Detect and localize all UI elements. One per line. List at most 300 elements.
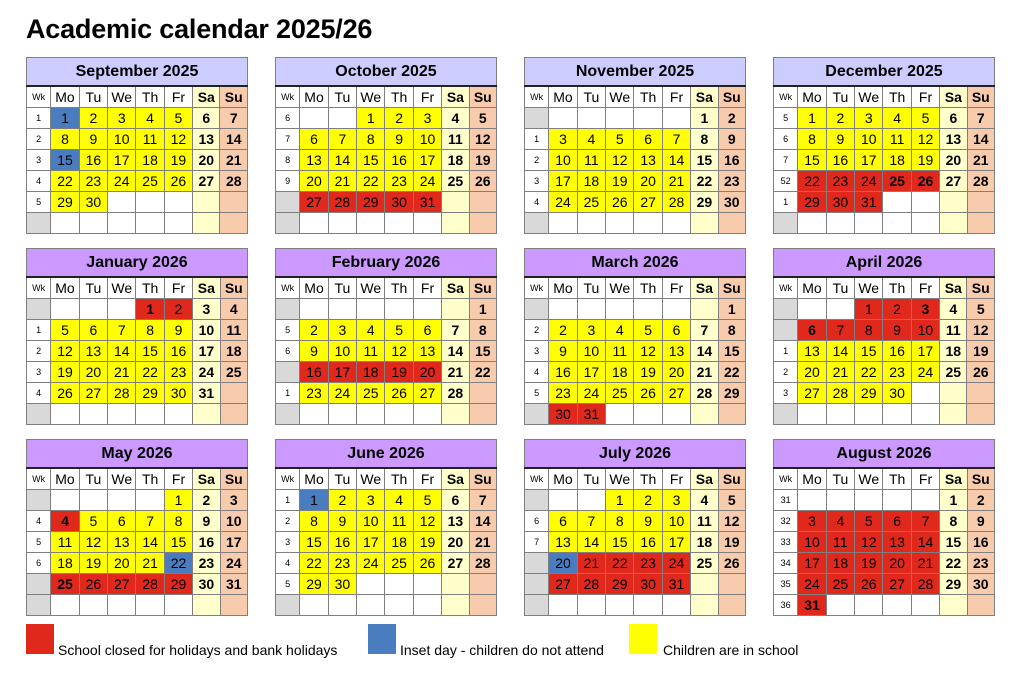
legend [26, 624, 1006, 660]
day-cell: 27 [79, 383, 107, 404]
day-cell [549, 108, 577, 129]
day-cell: 1 [300, 490, 328, 511]
day-cell: 27 [798, 383, 826, 404]
day-cell: 5 [855, 511, 883, 532]
day-cell: 15 [300, 532, 328, 553]
day-cell: 21 [108, 362, 136, 383]
day-cell [51, 404, 79, 425]
week-row [774, 341, 995, 362]
day-cell: 12 [385, 341, 413, 362]
day-cell: 16 [300, 362, 328, 383]
week-row [525, 171, 746, 192]
weekday-header: Fr [413, 277, 441, 299]
day-cell: 19 [385, 362, 413, 383]
week-number: 3 [276, 532, 300, 553]
week-row [525, 341, 746, 362]
day-cell [136, 490, 164, 511]
day-cell: 19 [911, 150, 939, 171]
day-cell: 1 [357, 108, 385, 129]
day-cell: 9 [193, 511, 220, 532]
week-row [27, 171, 248, 192]
day-cell: 21 [826, 362, 854, 383]
day-cell: 14 [911, 532, 939, 553]
day-cell: 20 [300, 171, 328, 192]
day-cell: 16 [549, 362, 577, 383]
day-cell: 20 [798, 362, 826, 383]
week-number: 3 [525, 171, 549, 192]
day-cell [193, 404, 220, 425]
day-cell: 1 [798, 108, 826, 129]
day-cell: 11 [385, 511, 413, 532]
day-cell: 21 [469, 532, 496, 553]
day-cell: 28 [691, 383, 718, 404]
weekday-header: Th [136, 277, 164, 299]
day-cell: 20 [883, 553, 911, 574]
day-cell [300, 404, 328, 425]
day-cell: 13 [634, 150, 662, 171]
day-cell [328, 299, 356, 320]
week-number: 5 [774, 108, 798, 129]
week-number: 3 [774, 383, 798, 404]
day-cell [606, 213, 634, 234]
weekday-header: Mo [549, 277, 577, 299]
day-cell [328, 213, 356, 234]
weekday-header: Su [718, 86, 745, 108]
day-cell [469, 595, 496, 616]
day-cell: 5 [413, 490, 441, 511]
weekday-header: Fr [911, 86, 939, 108]
day-cell: 3 [220, 490, 247, 511]
month-calendar [26, 57, 248, 234]
week-number [27, 404, 51, 425]
day-cell [385, 404, 413, 425]
day-cell: 1 [855, 299, 883, 320]
weekday-header: We [108, 86, 136, 108]
day-cell: 12 [606, 150, 634, 171]
day-cell: 28 [826, 383, 854, 404]
day-cell: 13 [108, 532, 136, 553]
weekday-header: Su [967, 468, 994, 490]
day-cell [662, 108, 690, 129]
day-cell: 13 [300, 150, 328, 171]
week-row [525, 213, 746, 234]
day-cell: 9 [328, 511, 356, 532]
week-row [276, 383, 497, 404]
weekday-header: Tu [79, 468, 107, 490]
day-cell: 1 [940, 490, 967, 511]
day-cell [855, 490, 883, 511]
day-cell: 18 [883, 150, 911, 171]
day-cell: 14 [691, 341, 718, 362]
day-cell: 11 [606, 341, 634, 362]
day-cell: 13 [883, 532, 911, 553]
day-cell [883, 595, 911, 616]
day-cell [911, 490, 939, 511]
day-cell: 13 [662, 341, 690, 362]
day-cell [662, 299, 690, 320]
day-cell: 26 [164, 171, 192, 192]
day-cell: 7 [328, 129, 356, 150]
day-cell: 14 [469, 511, 496, 532]
day-cell: 26 [79, 574, 107, 595]
day-cell: 22 [855, 362, 883, 383]
day-cell: 30 [634, 574, 662, 595]
day-cell: 28 [442, 383, 469, 404]
day-cell [357, 574, 385, 595]
week-number [525, 299, 549, 320]
day-cell [413, 404, 441, 425]
legend-label-inset-day: Inset day - children do not attend [400, 642, 604, 658]
week-number: 8 [276, 150, 300, 171]
legend-label-in-school: Children are in school [663, 642, 799, 658]
day-cell: 22 [718, 362, 745, 383]
day-cell: 15 [691, 150, 718, 171]
week-row [774, 532, 995, 553]
day-cell [798, 299, 826, 320]
day-cell: 7 [967, 108, 994, 129]
day-cell: 2 [164, 299, 192, 320]
day-cell: 8 [855, 320, 883, 341]
day-cell [469, 213, 496, 234]
day-cell: 12 [79, 532, 107, 553]
day-cell: 24 [662, 553, 690, 574]
day-cell: 27 [883, 574, 911, 595]
day-cell: 24 [357, 553, 385, 574]
day-cell [691, 574, 718, 595]
day-cell: 10 [911, 320, 939, 341]
weekday-header: We [855, 277, 883, 299]
week-number [276, 299, 300, 320]
weekday-header: Sa [193, 468, 220, 490]
weekday-header: Fr [911, 277, 939, 299]
week-row [27, 320, 248, 341]
day-cell: 29 [855, 383, 883, 404]
day-cell: 9 [79, 129, 107, 150]
day-cell [108, 213, 136, 234]
day-cell: 19 [606, 171, 634, 192]
week-number: 3 [27, 362, 51, 383]
day-cell: 15 [798, 150, 826, 171]
day-cell [51, 213, 79, 234]
day-cell [300, 213, 328, 234]
day-cell: 10 [798, 532, 826, 553]
day-cell: 8 [164, 511, 192, 532]
day-cell: 26 [606, 192, 634, 213]
month-title: May 2026 [27, 440, 248, 469]
day-cell: 8 [798, 129, 826, 150]
month-calendar [773, 248, 995, 425]
week-row [774, 108, 995, 129]
day-cell: 12 [911, 129, 939, 150]
day-cell: 17 [328, 362, 356, 383]
day-cell: 20 [549, 553, 577, 574]
day-cell [79, 595, 107, 616]
day-cell: 14 [328, 150, 356, 171]
week-number: 4 [27, 383, 51, 404]
weekday-header: Th [883, 277, 911, 299]
day-cell: 29 [357, 192, 385, 213]
day-cell: 22 [469, 362, 496, 383]
week-number [276, 404, 300, 425]
day-cell: 6 [549, 511, 577, 532]
day-cell: 10 [413, 129, 441, 150]
day-cell: 1 [136, 299, 164, 320]
week-number: 6 [525, 511, 549, 532]
day-cell [911, 383, 939, 404]
weekday-header: Th [136, 468, 164, 490]
weekday-header: Sa [691, 468, 718, 490]
day-cell: 9 [883, 320, 911, 341]
weekday-header: Fr [164, 86, 192, 108]
day-cell: 7 [136, 511, 164, 532]
day-cell: 27 [193, 171, 220, 192]
weekday-header: Fr [662, 468, 690, 490]
month-calendar [524, 57, 746, 234]
week-row [276, 595, 497, 616]
day-cell: 10 [108, 129, 136, 150]
day-cell: 16 [164, 341, 192, 362]
day-cell: 19 [718, 532, 745, 553]
day-cell: 11 [883, 129, 911, 150]
day-cell: 19 [967, 341, 995, 362]
day-cell: 6 [79, 320, 107, 341]
day-cell: 25 [442, 171, 469, 192]
day-cell: 29 [718, 383, 745, 404]
day-cell: 8 [136, 320, 164, 341]
day-cell [193, 595, 220, 616]
day-cell: 17 [193, 341, 220, 362]
day-cell: 14 [662, 150, 690, 171]
day-cell: 17 [662, 532, 690, 553]
day-cell: 8 [300, 511, 328, 532]
day-cell: 3 [328, 320, 356, 341]
week-number: 1 [774, 341, 798, 362]
day-cell [549, 595, 577, 616]
week-number [525, 108, 549, 129]
weekday-header: We [357, 277, 385, 299]
day-cell: 12 [855, 532, 883, 553]
week-number-header: Wk [27, 86, 51, 108]
day-cell: 17 [549, 171, 577, 192]
day-cell: 29 [798, 192, 826, 213]
week-number [774, 404, 798, 425]
day-cell: 22 [136, 362, 164, 383]
weekday-header: Sa [940, 277, 967, 299]
day-cell: 22 [691, 171, 718, 192]
day-cell: 12 [51, 341, 79, 362]
day-cell: 30 [193, 574, 220, 595]
day-cell [549, 213, 577, 234]
day-cell [51, 490, 79, 511]
day-cell [691, 595, 718, 616]
week-number: 2 [27, 341, 51, 362]
day-cell: 6 [193, 108, 220, 129]
day-cell: 28 [220, 171, 248, 192]
day-cell [164, 595, 192, 616]
day-cell [469, 574, 496, 595]
month-title: November 2025 [525, 58, 746, 87]
day-cell [883, 490, 911, 511]
day-cell: 3 [577, 320, 605, 341]
weekday-header: Th [385, 277, 413, 299]
day-cell [662, 213, 690, 234]
day-cell [940, 595, 967, 616]
day-cell: 18 [357, 362, 385, 383]
day-cell: 7 [442, 320, 469, 341]
day-cell: 9 [385, 129, 413, 150]
week-number: 4 [27, 171, 51, 192]
day-cell [967, 213, 994, 234]
day-cell: 14 [108, 341, 136, 362]
day-cell: 23 [967, 553, 994, 574]
day-cell: 15 [357, 150, 385, 171]
weekday-header: Sa [442, 277, 469, 299]
day-cell: 20 [662, 362, 690, 383]
day-cell: 26 [718, 553, 745, 574]
week-number: 35 [774, 574, 798, 595]
day-cell: 6 [634, 129, 662, 150]
week-row [27, 341, 248, 362]
week-row [774, 490, 995, 511]
day-cell: 11 [691, 511, 718, 532]
weekday-header: Th [634, 468, 662, 490]
day-cell: 19 [855, 553, 883, 574]
day-cell [442, 595, 469, 616]
week-row [276, 213, 497, 234]
week-row [525, 532, 746, 553]
day-cell: 22 [51, 171, 79, 192]
day-cell: 4 [442, 108, 469, 129]
day-cell: 4 [136, 108, 164, 129]
day-cell: 1 [469, 299, 496, 320]
day-cell: 10 [220, 511, 247, 532]
day-cell [300, 299, 328, 320]
day-cell: 16 [328, 532, 356, 553]
weekday-header: We [606, 277, 634, 299]
day-cell: 24 [911, 362, 939, 383]
day-cell: 6 [108, 511, 136, 532]
week-number: 9 [276, 171, 300, 192]
day-cell [634, 595, 662, 616]
day-cell [136, 404, 164, 425]
day-cell [718, 404, 745, 425]
week-row [774, 150, 995, 171]
day-cell: 24 [108, 171, 136, 192]
month-calendar [275, 439, 497, 616]
day-cell: 3 [855, 108, 883, 129]
weekday-header: We [108, 277, 136, 299]
day-cell: 9 [549, 341, 577, 362]
day-cell: 17 [911, 341, 939, 362]
week-number: 2 [525, 320, 549, 341]
day-cell: 23 [385, 171, 413, 192]
day-cell: 1 [51, 108, 79, 129]
day-cell: 6 [798, 320, 826, 341]
day-cell: 10 [577, 341, 605, 362]
day-cell: 3 [413, 108, 441, 129]
weekday-header: Su [967, 277, 995, 299]
day-cell: 11 [826, 532, 854, 553]
day-cell [634, 213, 662, 234]
day-cell: 17 [220, 532, 247, 553]
day-cell: 12 [469, 129, 496, 150]
week-row [27, 129, 248, 150]
day-cell: 27 [940, 171, 967, 192]
day-cell [328, 108, 356, 129]
week-number [525, 213, 549, 234]
day-cell: 25 [385, 553, 413, 574]
day-cell: 21 [220, 150, 248, 171]
week-number: 6 [276, 341, 300, 362]
day-cell: 31 [798, 595, 826, 616]
legend-swatch-school-closed [26, 624, 54, 654]
day-cell [357, 404, 385, 425]
day-cell: 18 [442, 150, 469, 171]
weekday-header: Su [469, 468, 496, 490]
day-cell [798, 404, 826, 425]
day-cell: 30 [385, 192, 413, 213]
week-row [774, 320, 995, 341]
legend-swatch-in-school [629, 624, 657, 654]
day-cell: 23 [300, 383, 328, 404]
day-cell [136, 213, 164, 234]
day-cell [442, 213, 469, 234]
day-cell [413, 213, 441, 234]
week-row [525, 299, 746, 320]
week-number: 6 [774, 129, 798, 150]
day-cell: 29 [164, 574, 192, 595]
week-number [27, 213, 51, 234]
week-number-header: Wk [276, 468, 300, 490]
day-cell: 24 [577, 383, 605, 404]
weekday-header: We [357, 468, 385, 490]
day-cell: 16 [967, 532, 994, 553]
day-cell: 13 [442, 511, 469, 532]
week-number: 2 [27, 129, 51, 150]
day-cell: 22 [940, 553, 967, 574]
weekday-header: Su [220, 277, 247, 299]
day-cell [883, 404, 911, 425]
day-cell: 14 [220, 129, 248, 150]
week-number: 1 [276, 490, 300, 511]
week-number: 4 [276, 553, 300, 574]
day-cell: 22 [300, 553, 328, 574]
day-cell: 14 [826, 341, 854, 362]
day-cell: 8 [469, 320, 496, 341]
weekday-header: Tu [79, 86, 107, 108]
week-row [27, 490, 248, 511]
month-title: October 2025 [276, 58, 497, 87]
weekday-header: We [108, 468, 136, 490]
day-cell [967, 383, 995, 404]
month-title: June 2026 [276, 440, 497, 469]
day-cell: 2 [967, 490, 994, 511]
week-row [276, 553, 497, 574]
day-cell: 6 [940, 108, 967, 129]
week-row [27, 595, 248, 616]
day-cell: 31 [193, 383, 220, 404]
week-row [525, 404, 746, 425]
day-cell: 23 [826, 171, 854, 192]
day-cell: 23 [164, 362, 192, 383]
day-cell [108, 595, 136, 616]
week-row [525, 383, 746, 404]
month-title: April 2026 [774, 249, 995, 278]
day-cell: 10 [357, 511, 385, 532]
day-cell [328, 404, 356, 425]
day-cell [108, 490, 136, 511]
weekday-header: Sa [193, 277, 220, 299]
